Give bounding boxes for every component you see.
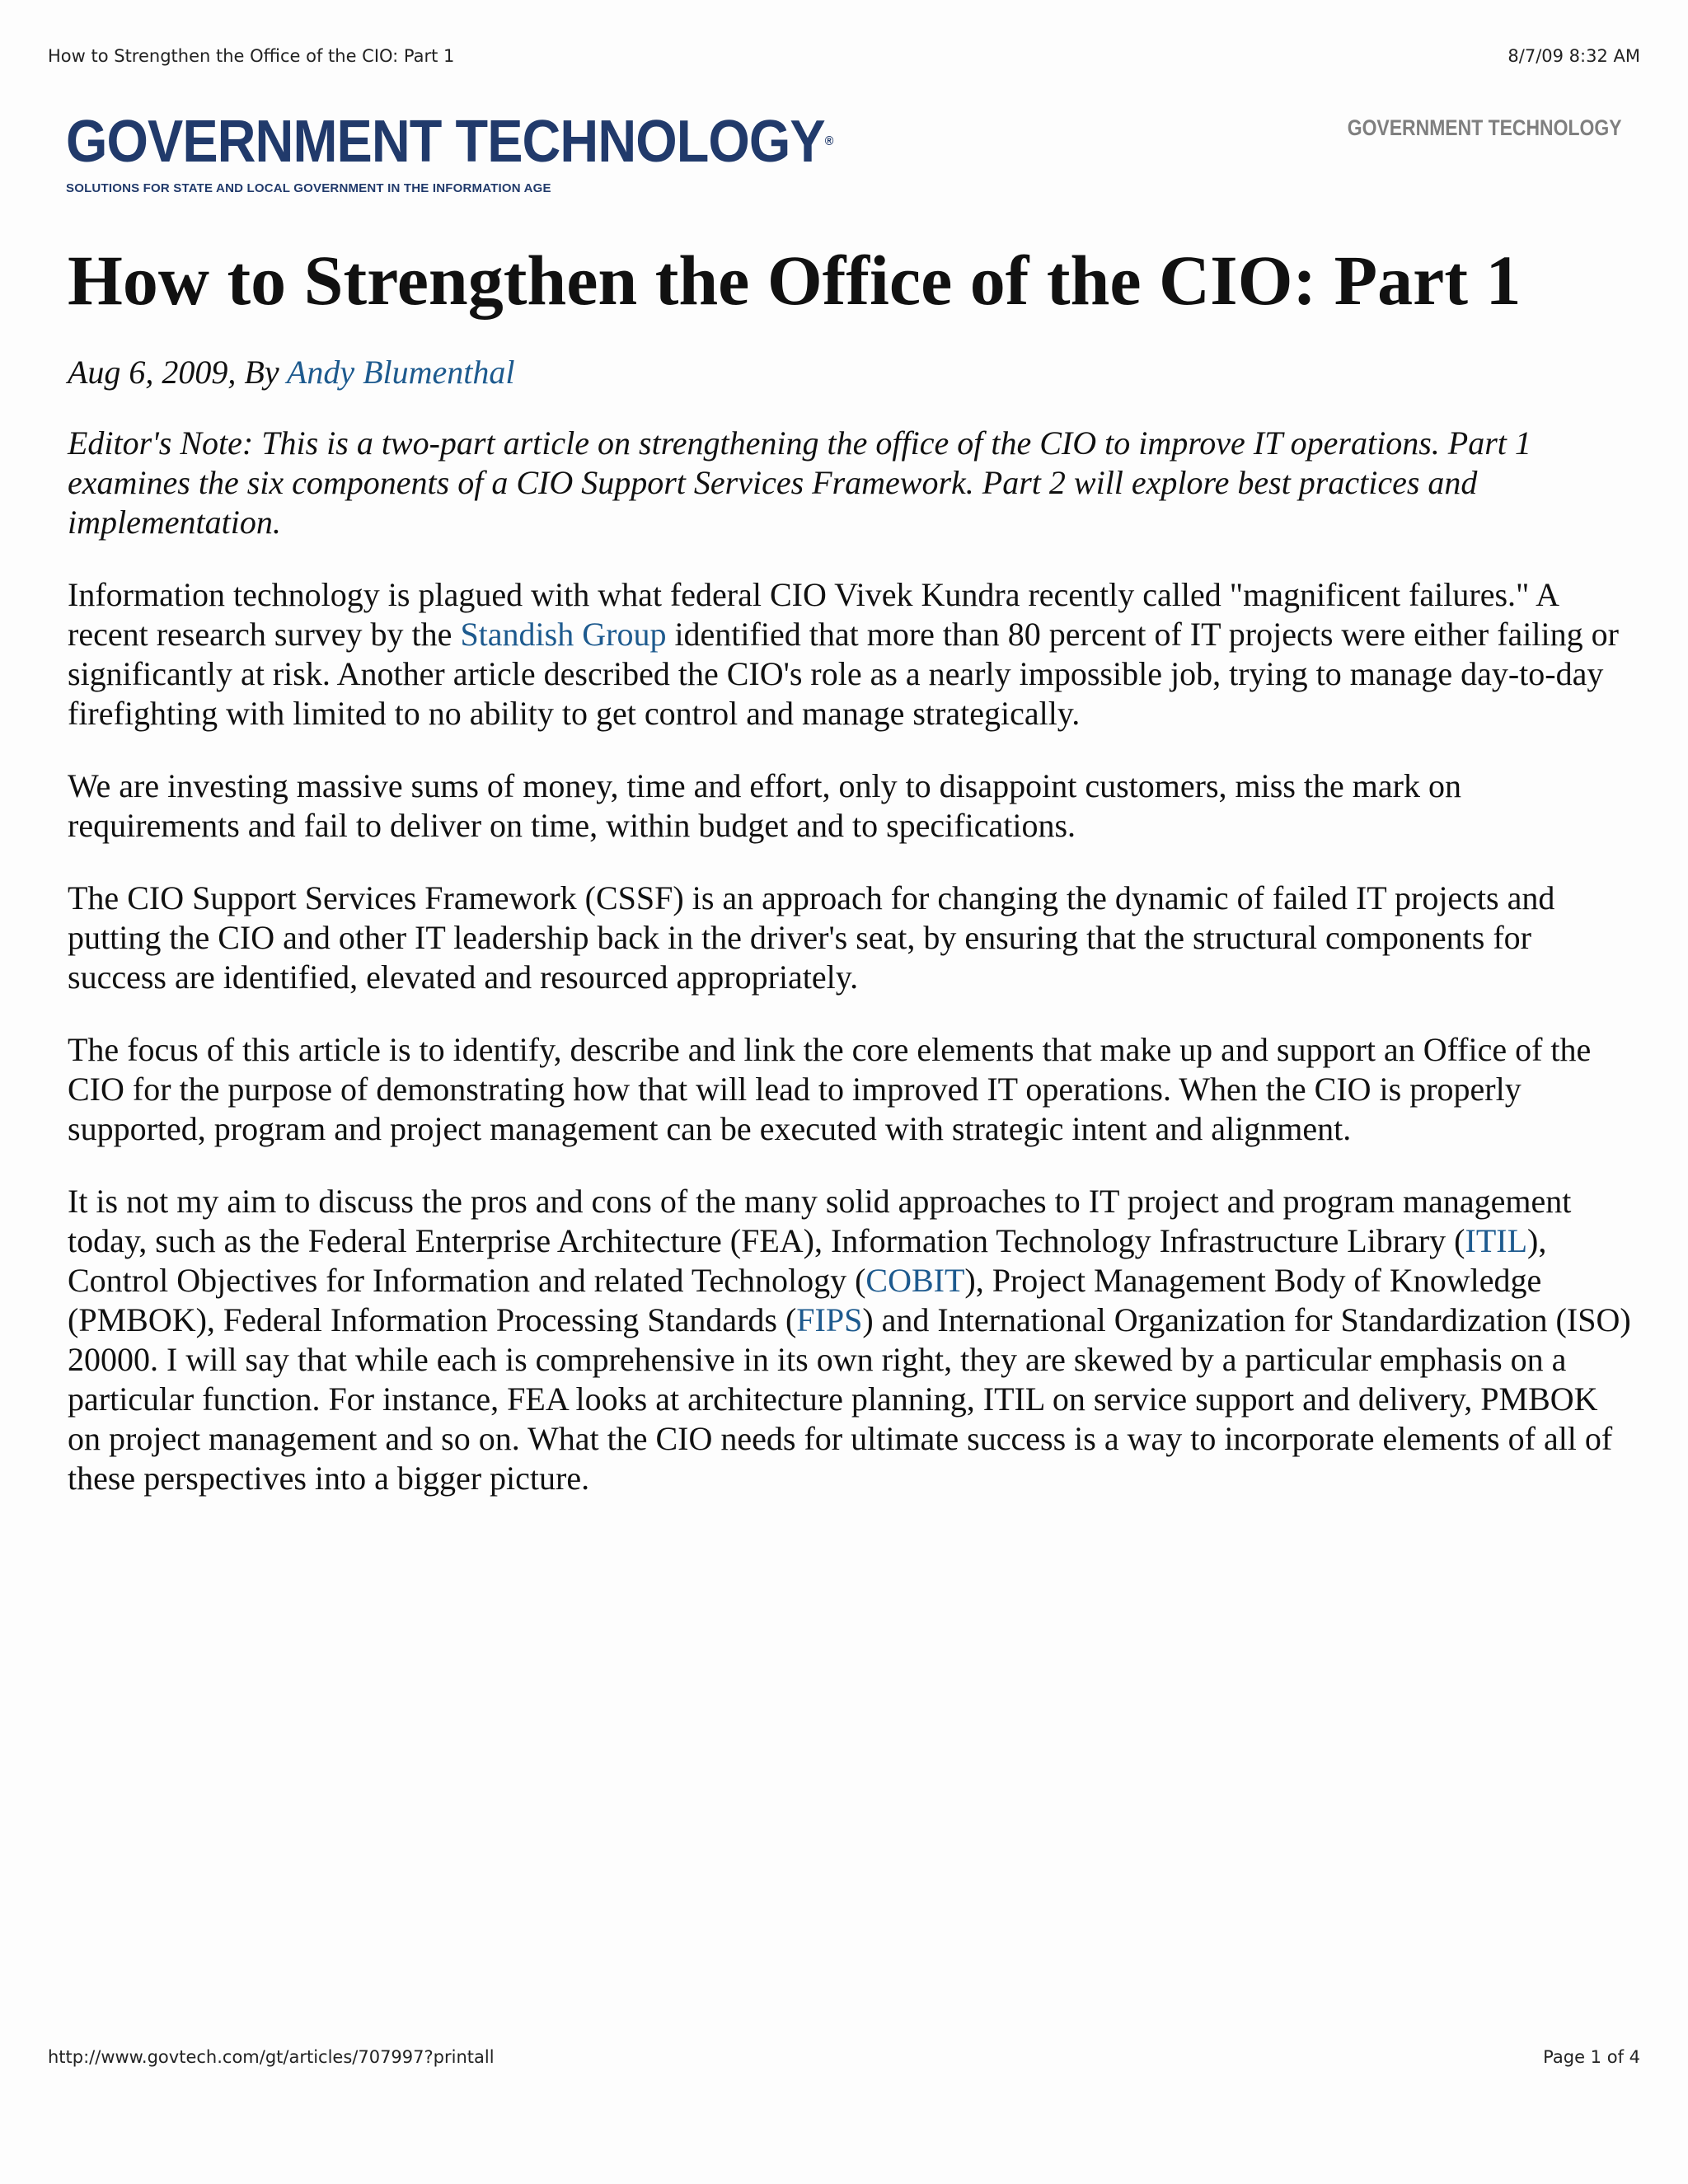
paragraph-3: The CIO Support Services Framework (CSSF) is an approach for changing the dynamic of failed IT projects and putting the CIO and other IT leadership back in the driver's seat, by ensuring that the structural components for success are identified, elevated and resourced appropriately. bbox=[68, 879, 1555, 996]
article bbox=[68, 239, 1634, 1498]
paragraph-5-text-c: ), Project Management Body of Knowledge (PMBOK), Federal Information Processing Standards ( bbox=[68, 1262, 1542, 1338]
paragraph-5 bbox=[68, 1182, 1634, 1498]
print-footer-page: Page 1 of 4 bbox=[1543, 2047, 1640, 2067]
author-link[interactable]: Andy Blumenthal bbox=[286, 354, 515, 391]
byline-date: Aug 6, 2009, By bbox=[68, 354, 287, 391]
print-footer-url: http://www.govtech.com/gt/articles/707997?printall bbox=[48, 2047, 495, 2067]
fips-link[interactable]: FIPS bbox=[796, 1301, 863, 1338]
editor-note: Editor's Note: This is a two-part article on strengthening the office of the CIO to improve IT operations. Part 1 examines the six components of a CIO Support Services Framework. Part 2 will explore best practices and implementation. bbox=[68, 424, 1531, 541]
logo-tagline: SOLUTIONS FOR STATE AND LOCAL GOVERNMENT IN THE INFORMATION AGE bbox=[66, 181, 551, 195]
print-header-datetime: 8/7/09 8:32 AM bbox=[1507, 46, 1640, 66]
standish-group-link[interactable]: Standish Group bbox=[460, 616, 667, 653]
paragraph-1-text-b: identified that more than 80 percent of IT projects were either failing or significantly at risk. Another article described the CIO's role as a nearly impossible job, trying to manage day-to-day firefighting with limited to no ability to get control and manage strategically. bbox=[68, 616, 1619, 732]
paragraph-1-text-a: Information technology is plagued with what federal CIO Vivek Kundra recently called "magnificent failures." A recent research survey by the bbox=[68, 576, 1558, 653]
logo-registered-mark: ® bbox=[824, 134, 833, 148]
small-logo: GOVERNMENT TECHNOLOGY bbox=[1348, 115, 1622, 140]
print-header-title: How to Strengthen the Office of the CIO: Part 1 bbox=[48, 46, 455, 66]
paragraph-5-text-d: ) and International Organization for Standardization (ISO) 20000. I will say that while each is comprehensive in its own right, they are skewed by a particular emphasis on a particular function. For instance, FEA looks at architecture planning, ITIL on service support and delivery, PMBOK on project management and so on. What the CIO needs for ultimate success is a way to incorporate elements of all of these perspectives into a bigger picture. bbox=[68, 1301, 1631, 1497]
itil-link[interactable]: ITIL bbox=[1465, 1222, 1528, 1259]
article-title: How to Strengthen the Office of the CIO: Part 1 bbox=[68, 241, 1522, 320]
paragraph-4: The focus of this article is to identify, describe and link the core elements that make up and support an Office of the CIO for the purpose of demonstrating how that will lead to improved IT operations. When the CIO is properly supported, program and project management can be executed with strategic intent and alignment. bbox=[68, 1031, 1592, 1147]
print-footer bbox=[48, 2047, 1640, 2067]
paragraph-2: We are investing massive sums of money, time and effort, only to disappoint customers, miss the mark on requirements and fail to deliver on time, within budget and to specifications. bbox=[68, 767, 1461, 844]
cobit-link[interactable]: COBIT bbox=[865, 1262, 965, 1299]
logo-wordmark-text: GOVERNMENT TECHNOLOGY bbox=[66, 109, 825, 175]
paragraph-1 bbox=[68, 575, 1634, 733]
government-technology-logo bbox=[66, 109, 833, 195]
logo-wordmark bbox=[66, 109, 833, 175]
paragraph-5-text-b: ), Control Objectives for Information and related Technology ( bbox=[68, 1222, 1547, 1299]
print-header bbox=[48, 46, 1640, 66]
paragraph-5-text-a: It is not my aim to discuss the pros and cons of the many solid approaches to IT project and program management today, such as the Federal Enterprise Architecture (FEA), Information Technology Infrastructure Library ( bbox=[68, 1183, 1572, 1259]
byline bbox=[68, 353, 1634, 392]
